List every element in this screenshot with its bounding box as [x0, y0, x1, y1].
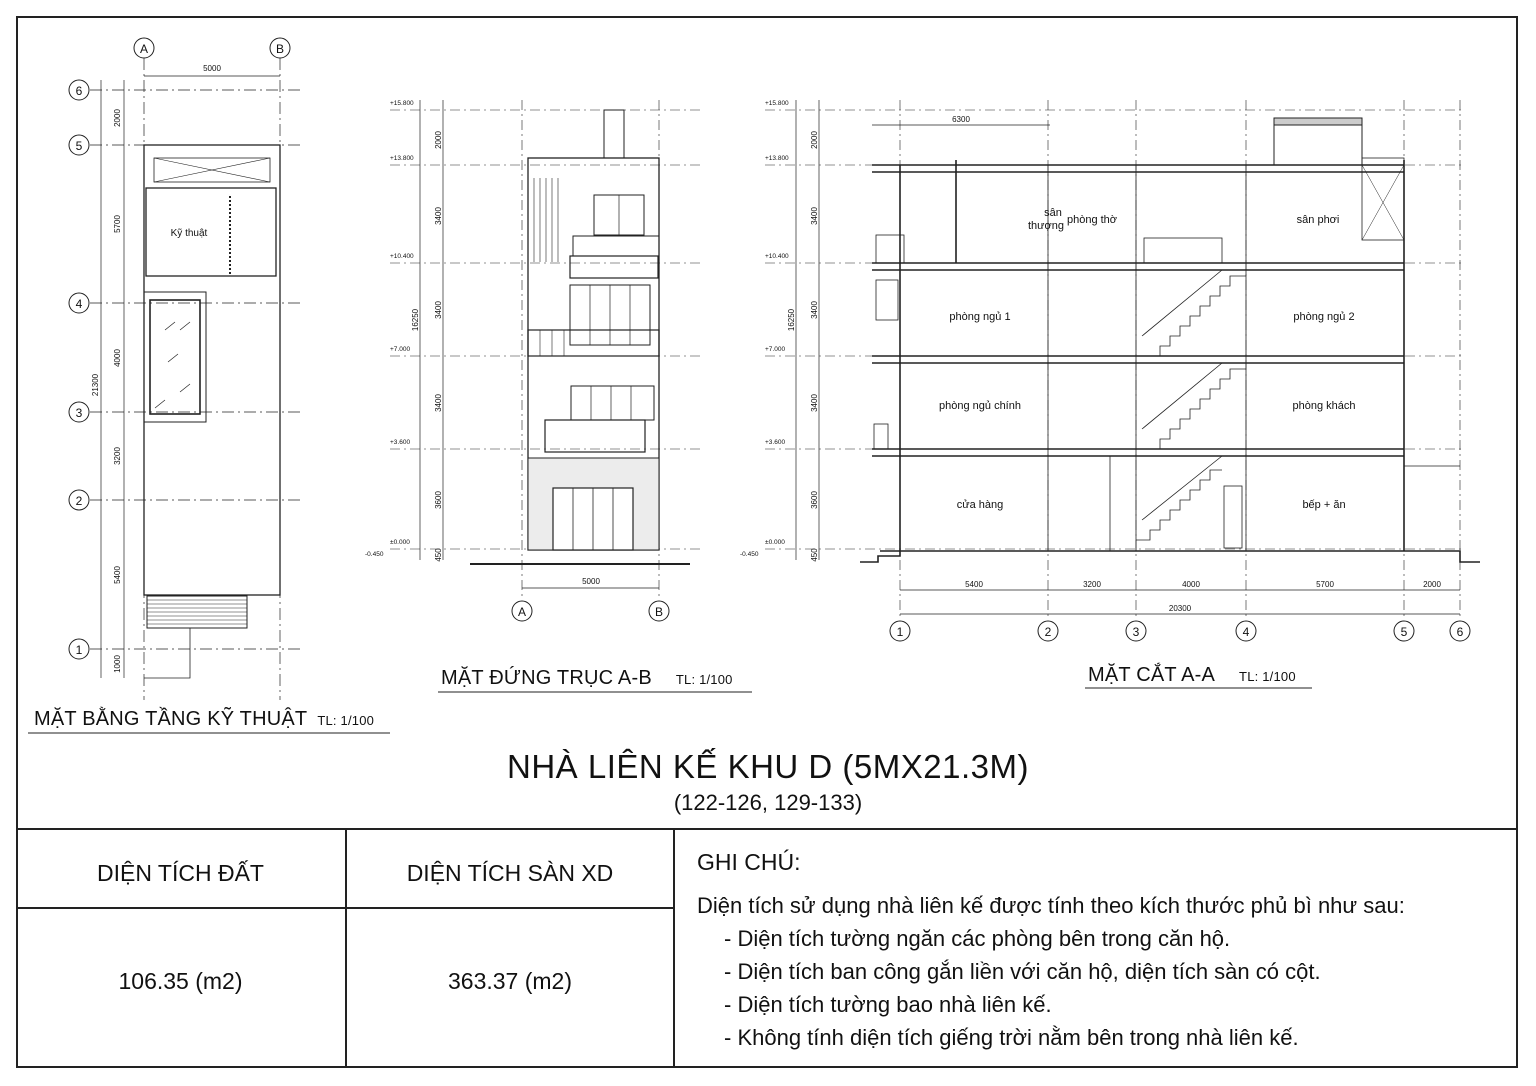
sect-dim-6: 450: [810, 548, 819, 562]
floor-area-value: 363.37 (m2): [447, 968, 572, 994]
sub-title: (122-126, 129-133): [673, 790, 863, 815]
elev-level-2: +13.800: [390, 155, 414, 162]
elev-level-1: +15.800: [390, 100, 414, 107]
elev-dim-4: 3400: [434, 394, 443, 412]
room-phong-ngu-chinh: phòng ngủ chính: [939, 400, 1021, 412]
floor-area-label: DIỆN TÍCH SÀN XD: [406, 860, 614, 886]
notes-heading: GHI CHÚ:: [697, 849, 801, 875]
sect-axis-5: 5: [1400, 625, 1408, 639]
plan-axis-1: 1: [75, 643, 83, 657]
elev-axis-a: A: [517, 605, 527, 619]
elevation-scale: TL: 1/100: [675, 672, 733, 687]
plan-dim-v5: 5400: [113, 566, 122, 584]
sect-dim-b3: 4000: [1182, 580, 1200, 589]
plan-room-label: Kỹ thuật: [170, 228, 208, 239]
sect-dim-5: 3600: [810, 491, 819, 509]
elev-dim-width: 5000: [582, 577, 600, 586]
plan-axis-a: A: [139, 42, 149, 56]
sect-dim-1: 2000: [810, 131, 819, 149]
room-san-thuong-b: thượng: [1028, 220, 1064, 232]
sect-dim-4: 3400: [810, 394, 819, 412]
plan-dim-v2: 5700: [113, 215, 122, 233]
table-top-border: [16, 828, 1518, 830]
section-title-text: MẶT CẮT A-A: [1088, 664, 1216, 686]
sect-axis-4: 4: [1242, 625, 1250, 639]
elev-dim-1: 2000: [434, 131, 443, 149]
plan-title: [34, 708, 374, 731]
plan-axis-b: B: [275, 42, 285, 56]
room-bep-an: bếp + ăn: [1302, 499, 1346, 511]
elevation-title: [441, 667, 733, 690]
plan-dim-v3: 4000: [113, 349, 122, 367]
elev-level-3: +10.400: [390, 253, 414, 260]
sect-level-1: +15.800: [765, 100, 789, 107]
room-san-thuong-a: sân: [1044, 207, 1062, 219]
sect-axis-3: 3: [1132, 625, 1140, 639]
elevation-title-text: MẶT ĐỨNG TRỤC A-B: [441, 667, 652, 689]
notes-intro: Diện tích sử dụng nhà liên kế được tính theo kích thước phủ bì như sau:: [697, 893, 1405, 918]
elev-level-5: +3.600: [390, 439, 411, 446]
plan-axis-2: 2: [75, 494, 83, 508]
room-phong-tho: phòng thờ: [1066, 214, 1118, 226]
sect-dim-top: 6300: [952, 115, 970, 124]
notes-item: - Diện tích tường ngăn các phòng bên trong căn hộ.: [724, 926, 1231, 951]
sect-level-3: +10.400: [765, 253, 789, 260]
elev-level-6: ±0.000: [390, 539, 410, 546]
sect-dim-2: 3400: [810, 207, 819, 225]
sect-level-7: -0.450: [740, 551, 759, 558]
notes-item: - Diện tích tường bao nhà liên kế.: [724, 992, 1052, 1017]
notes-item: - Diện tích ban công gắn liền với căn hộ, diện tích sàn có cột.: [724, 959, 1321, 984]
land-area-label: DIỆN TÍCH ĐẤT: [97, 860, 264, 886]
elev-dim-total: 16250: [411, 308, 420, 332]
room-cua-hang: cửa hàng: [956, 499, 1004, 511]
sect-dim-b2: 3200: [1083, 580, 1101, 589]
elev-dim-2: 3400: [434, 207, 443, 225]
plan-scale: TL: 1/100: [317, 713, 375, 728]
table-col-divider-2: [673, 828, 675, 1068]
sect-dim-total: 16250: [787, 308, 796, 332]
sect-dim-b5: 2000: [1423, 580, 1441, 589]
section-title: [1088, 664, 1296, 687]
section-scale: TL: 1/100: [1239, 669, 1296, 684]
elev-level-7: -0.450: [365, 551, 384, 558]
sect-axis-6: 6: [1456, 625, 1464, 639]
sect-axis-2: 2: [1044, 625, 1052, 639]
elev-axis-b: B: [654, 605, 664, 619]
sect-dim-3: 3400: [810, 301, 819, 319]
sect-dim-b-total: 20300: [1168, 604, 1192, 613]
plan-dim-total: 21300: [91, 373, 100, 397]
elev-level-4: +7.000: [390, 346, 411, 353]
room-san-phoi: sân phơi: [1296, 214, 1340, 226]
land-area-value: 106.35 (m2): [118, 968, 243, 994]
plan-axis-5: 5: [75, 139, 83, 153]
plan-dim-v1: 2000: [113, 109, 122, 127]
room-phong-ngu-1: phòng ngủ 1: [949, 311, 1011, 323]
elev-dim-5: 3600: [434, 491, 443, 509]
plan-dim-v6: 1000: [113, 655, 122, 673]
room-phong-khach: phòng khách: [1292, 400, 1356, 412]
sect-level-4: +7.000: [765, 346, 786, 353]
sect-level-2: +13.800: [765, 155, 789, 162]
sect-level-6: ±0.000: [765, 539, 785, 546]
plan-axis-3: 3: [75, 406, 83, 420]
plan-title-text: MẶT BẰNG TẦNG KỸ THUẬT: [34, 708, 308, 730]
sect-axis-1: 1: [896, 625, 904, 639]
elev-dim-6: 450: [434, 548, 443, 562]
main-title: NHÀ LIÊN KẾ KHU D (5MX21.3M): [507, 748, 1029, 785]
plan-dim-v4: 3200: [113, 447, 122, 465]
plan-axis-4: 4: [75, 297, 83, 311]
plan-dim-width: 5000: [203, 64, 221, 73]
sect-level-5: +3.600: [765, 439, 786, 446]
elev-dim-3: 3400: [434, 301, 443, 319]
sect-dim-b1: 5400: [965, 580, 983, 589]
room-phong-ngu-2: phòng ngủ 2: [1293, 311, 1355, 323]
sect-dim-b4: 5700: [1316, 580, 1334, 589]
notes-panel: [697, 846, 1517, 1054]
plan-axis-6: 6: [75, 84, 83, 98]
notes-item: - Không tính diện tích giếng trời nằm bên trong nhà liên kế.: [724, 1025, 1299, 1050]
